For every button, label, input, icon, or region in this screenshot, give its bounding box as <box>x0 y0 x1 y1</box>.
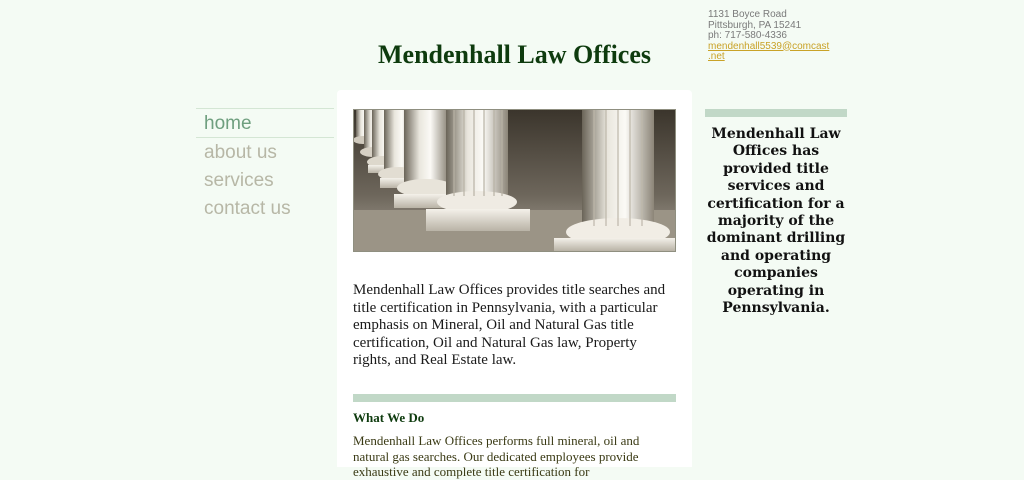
nav-item-home[interactable]: home <box>196 108 334 138</box>
nav-item-services[interactable]: services <box>204 170 274 191</box>
sidebar-highlight-text: Mendenhall Law Offices has provided title services and certification for a majority of the dominant drilling and operating companies operating in Pennsylvania. <box>706 126 846 317</box>
email-link-line-1: mendenhall5539@comcast <box>708 40 830 52</box>
sidebar-divider <box>705 109 847 117</box>
main-content <box>337 90 692 479</box>
nav-item-contact-us[interactable]: contact us <box>204 198 291 219</box>
email-link[interactable] <box>708 42 829 63</box>
site-title: Mendenhall Law Offices <box>378 40 651 69</box>
intro-paragraph: Mendenhall Law Offices provides title searches and title certification in Pennsylvania, with a particular emphasis on Mineral, Oil and Natural Gas title certification, Oil and Natural Gas law, Property rights, and Real Estate law. <box>353 282 666 368</box>
hero-image-columns <box>353 109 676 252</box>
contact-info <box>708 10 829 63</box>
address-line-1: 1131 Boyce Road <box>708 9 787 20</box>
section-divider <box>353 394 676 402</box>
main-nav <box>196 108 334 222</box>
what-we-do-heading: What We Do <box>353 410 425 425</box>
nav-item-about-us[interactable]: about us <box>204 142 277 163</box>
phone-number: ph: 717-580-4336 <box>708 30 787 41</box>
address-line-2: Pittsburgh, PA 15241 <box>708 19 802 31</box>
email-link-line-2: .net <box>708 51 725 62</box>
what-we-do-text: Mendenhall Law Offices performs full mineral, oil and natural gas searches. Our dedicated employees provide exhaustive and complete title certification for <box>353 433 640 479</box>
